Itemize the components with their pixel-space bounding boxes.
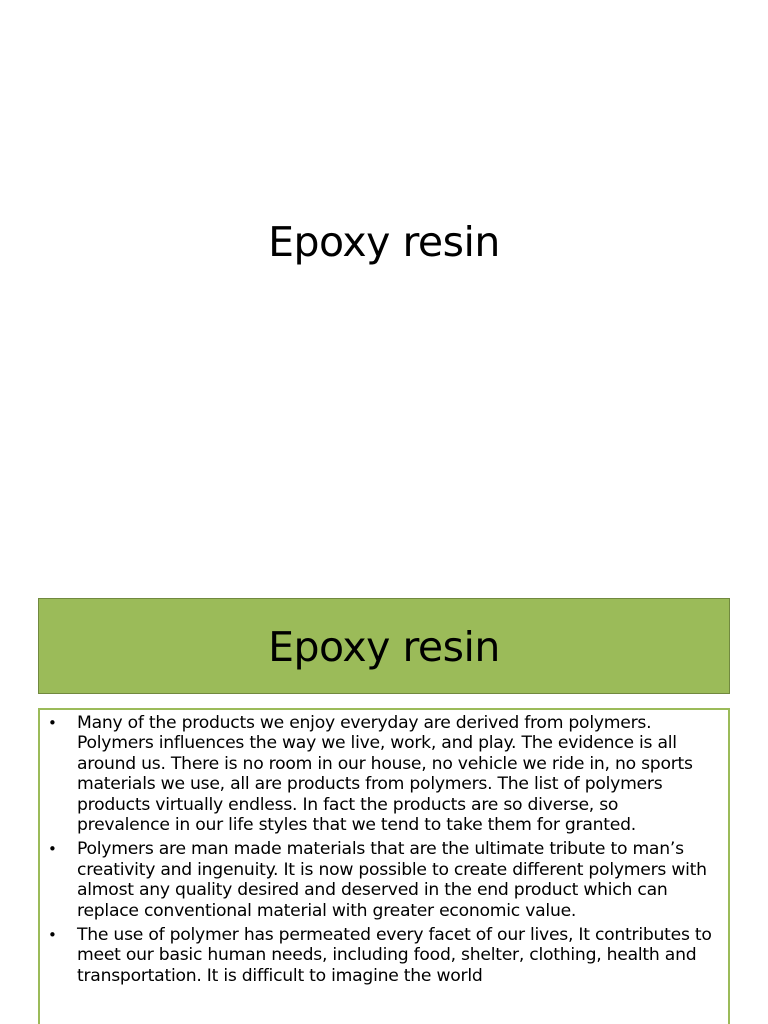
title-banner [38, 598, 730, 694]
bullet-icon: • [48, 926, 57, 945]
slide-heading: Epoxy resin [268, 623, 500, 671]
bullet-text: Polymers are man made materials that are the ultimate tribute to man’s creativity and ingenuity. It is now possible to create different polymers with almost any quality desired and deserved in the end product which can replace conventional material with greater economic value. [77, 839, 707, 921]
bullet-item [48, 839, 714, 921]
bullet-icon: • [48, 840, 57, 859]
bullet-item [48, 713, 714, 835]
bullet-text: The use of polymer has permeated every facet of our lives, It contributes to meet our basic human needs, including food, shelter, clothing, health and transportation. It is difficult to imagine the world [77, 925, 712, 986]
bullet-item [48, 925, 714, 986]
bullet-list [40, 710, 728, 986]
bullet-icon: • [48, 714, 57, 732]
content-box [38, 708, 730, 1024]
slide-title: Epoxy resin [268, 218, 500, 266]
bullet-text: Many of the products we enjoy everyday are derived from polymers. Polymers influences the way we live, work, and play. The evidence is all around us. There is no room in our house, no vehicle we ride in, no sports materials we use, all are products from polymers. The list of polymers products virtually endless. In fact the products are so diverse, so prevalence in our life styles that we tend to take them for granted. [77, 713, 693, 836]
